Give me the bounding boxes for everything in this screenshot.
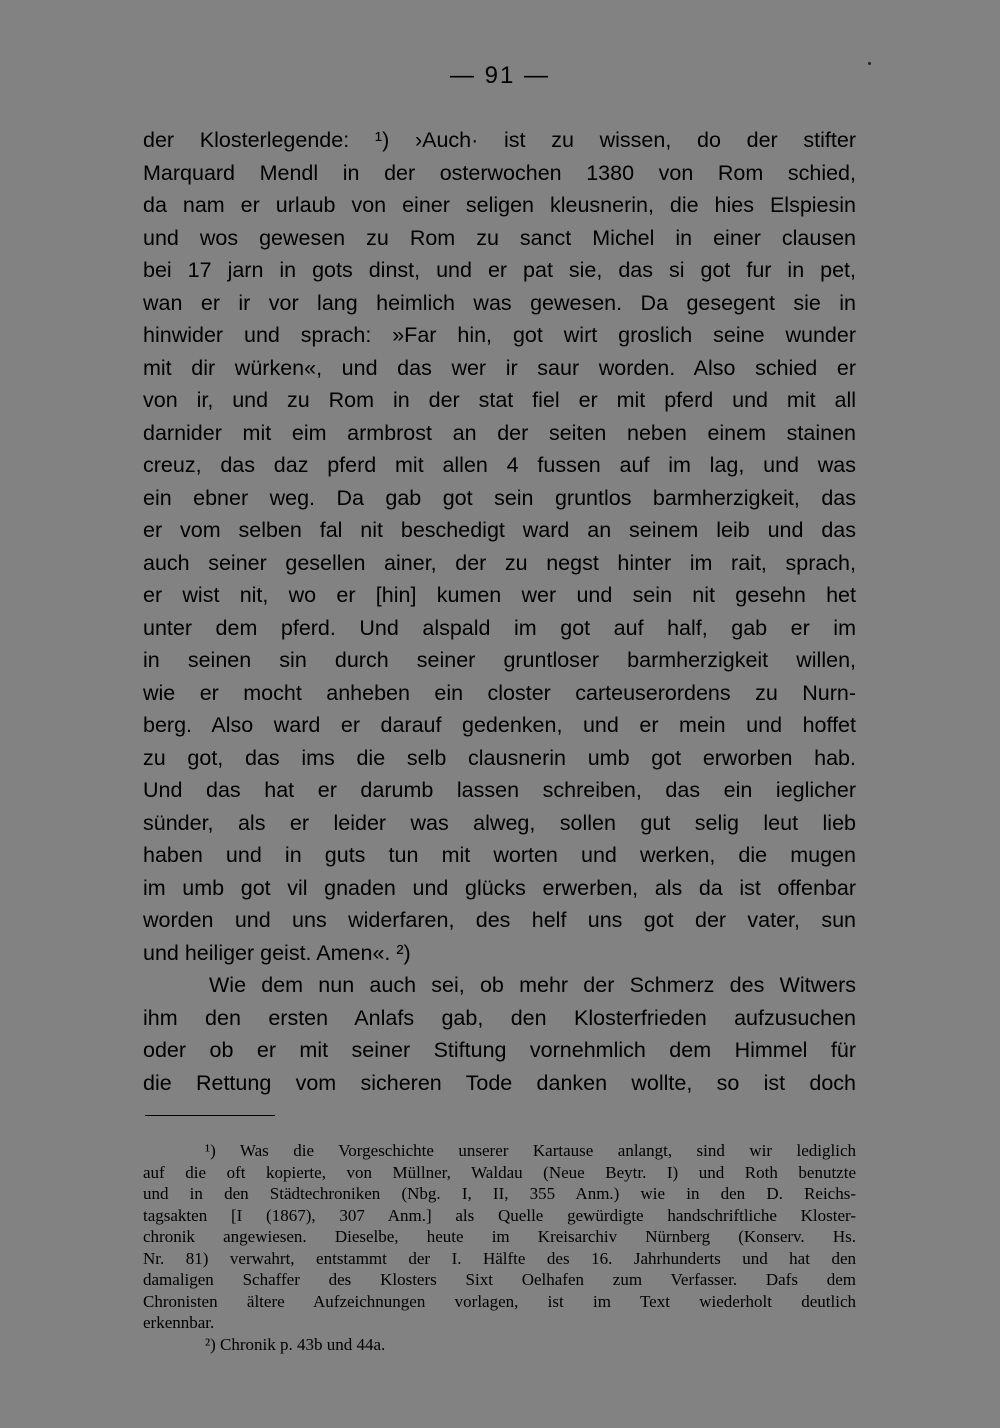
footnote-line: und in den Städtechroniken (Nbg. I, II, 355 Anm.) wie in den D. Reichs- — [143, 1184, 856, 1203]
footnote-line: tagsakten [I (1867), 307 Anm.] als Quelle gewürdigte handschriftliche Kloster- — [143, 1205, 856, 1225]
footnote-line: ²) Chronik p. 43b und 44a. — [205, 1334, 386, 1354]
text-line: haben und in guts tun mit worten und werken, die mugen — [143, 843, 856, 867]
text-line: creuz, das daz pferd mit allen 4 fussen auf im lag, und was — [143, 453, 856, 477]
text-line: und heiliger geist. Amen«. ²) — [143, 940, 411, 965]
text-line: Marquard Mendl in der osterwochen 1380 von Rom schied, — [143, 160, 856, 185]
text-line: Wie dem nun auch sei, ob mehr der Schmerz des Witwers — [209, 973, 856, 997]
footnote-line: damaligen Schaffer des Klosters Sixt Oelhafen zum Verfasser. Dafs dem — [143, 1270, 856, 1289]
body-text — [143, 124, 856, 1099]
footnote-line: ¹) Was die Vorgeschichte unserer Kartause anlangt, sind wir lediglich — [205, 1141, 856, 1160]
text-line: im umb got vil gnaden und glücks erwerben, als da ist offenbar — [143, 875, 856, 900]
text-line: bei 17 jarn in gots dinst, und er pat sie, das si got fur in pet, — [143, 258, 856, 282]
text-line: oder ob er mit seiner Stiftung vornehmlich dem Himmel für — [143, 1038, 856, 1062]
text-line: hinwider und sprach: »Far hin, got wirt groslich seine wunder — [143, 323, 856, 347]
text-line: berg. Also ward er darauf gedenken, und er mein und hoffet — [143, 713, 856, 737]
text-line: Und das hat er darumb lassen schreiben, das ein ieglicher — [143, 778, 856, 802]
text-line: da nam er urlaub von einer seligen kleusnerin, die hies Elspiesin — [143, 193, 856, 217]
footnote-line: erkennbar. — [143, 1313, 215, 1332]
footnote-line: auf die oft kopierte, von Müllner, Waldau (Neue Beytr. I) und Roth benutzte — [143, 1162, 856, 1182]
text-line: er wist nit, wo er [hin] kumen wer und sein nit gesehn het — [143, 583, 856, 607]
text-line: von ir, und zu Rom in der stat fiel er mit pferd und mit all — [143, 388, 856, 412]
text-line: darnider mit eim armbrost an der seiten neben einem stainen — [143, 420, 856, 445]
text-line: ein ebner weg. Da gab got sein gruntlos barmherzigkeit, das — [143, 485, 856, 510]
paper-speck — [868, 62, 871, 65]
text-line: er vom selben fal nit beschedigt ward an seinem leib und das — [143, 518, 856, 542]
text-line: zu got, das ims die selb clausnerin umb got erworben hab. — [143, 745, 856, 770]
footnote-divider — [145, 1115, 275, 1116]
text-line: wan er ir vor lang heimlich was gewesen. Da gesegent sie in — [143, 290, 856, 315]
footnotes — [143, 1140, 856, 1355]
page-number: — 91 — — [449, 62, 551, 89]
text-line: in seinen sin durch seiner gruntloser barmherzigkeit willen, — [143, 648, 856, 672]
text-line: mit dir würken«, und das wer ir saur worden. Also schied er — [143, 355, 856, 380]
text-line: worden und uns widerfaren, des helf uns got der vater, sun — [143, 908, 856, 932]
text-line: und wos gewesen zu Rom zu sanct Michel in einer clausen — [143, 225, 856, 250]
text-line: der Klosterlegende: ¹) ›Auch· ist zu wissen, do der stifter — [143, 128, 856, 152]
footnote-line: Nr. 81) verwahrt, entstammt der I. Hälfte des 16. Jahrhunderts und hat den — [143, 1248, 856, 1268]
footnote-line: chronik angewiesen. Dieselbe, heute im Kreisarchiv Nürnberg (Konserv. Hs. — [143, 1227, 856, 1246]
footnote-line: Chronisten ältere Aufzeichnungen vorlagen, ist im Text wiederholt deutlich — [143, 1291, 856, 1311]
text-line: wie er mocht anheben ein closter carteuserordens zu Nurn- — [143, 680, 856, 705]
text-line: ihm den ersten Anlafs gab, den Klosterfrieden aufzusuchen — [143, 1005, 856, 1030]
text-line: die Rettung vom sicheren Tode danken wollte, so ist doch — [143, 1070, 856, 1095]
text-line: unter dem pferd. Und alspald im got auf half, gab er im — [143, 615, 856, 640]
text-line: sünder, als er leider was alweg, sollen gut selig leut lieb — [143, 810, 856, 835]
text-line: auch seiner gesellen ainer, der zu negst hinter im rait, sprach, — [143, 550, 856, 575]
